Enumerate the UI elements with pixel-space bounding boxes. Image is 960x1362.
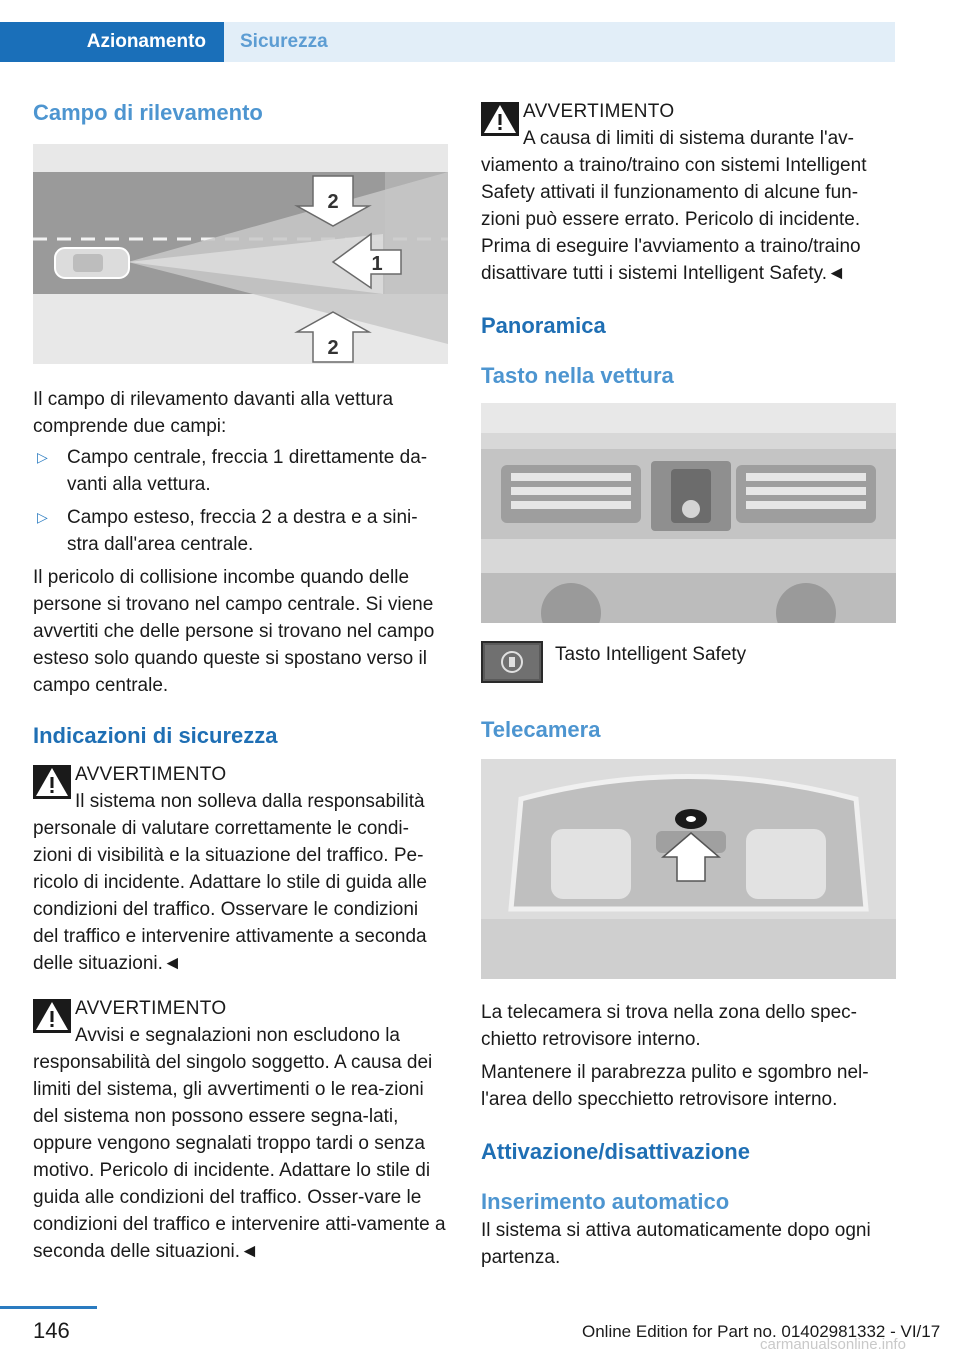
edition-footer: Online Edition for Part no. 01402981332 - VI/17 [582, 1322, 941, 1341]
intelligent-safety-button-icon [481, 641, 543, 683]
warning-triangle-icon [33, 999, 71, 1033]
section-title-campo: Campo di rilevamento [33, 100, 263, 125]
section-title-telecamera: Telecamera [481, 717, 601, 742]
detection-bullets [33, 444, 448, 558]
left-column [33, 98, 448, 1265]
warning-first-line: Il sistema non solleva dalla responsabilità [75, 791, 425, 812]
warning-first-line: A causa di limiti di sistema durante l'av- [523, 128, 854, 149]
footer-accent-line [0, 1306, 97, 1309]
bullet-central: ▷ Campo centrale, freccia 1 direttamente da-vanti alla vettura. [33, 444, 448, 498]
section-title-sicurezza: Indicazioni di sicurezza [33, 723, 278, 748]
warning-text: personale di valutare correttamente le condi-zioni di visibilità e la situazione del traffico. Pe-ricolo di incidente. Adattare lo stile di guida alle condizioni del traffico. Osservare le condizioni del traffico e intervenire attivamente a seconda delle situazioni.◄ [33, 818, 427, 974]
arrow-bottom-label: 2 [327, 337, 339, 359]
section-title-attivazione: Attivazione/disattivazione [481, 1139, 750, 1164]
section-title-tasto: Tasto nella vettura [481, 363, 674, 388]
dashboard-button-photo [481, 403, 896, 623]
section-title-inserimento: Inserimento automatico [481, 1189, 730, 1214]
camera-photo [481, 759, 896, 979]
warning-triangle-icon [481, 102, 519, 136]
bullet-triangle-icon: ▷ [37, 449, 48, 465]
warning-triangle-icon [33, 765, 71, 799]
warning-first-line: Avvisi e segnalazioni non escludono la [75, 1025, 400, 1046]
watermark: carmanualsonline.info [760, 1336, 906, 1353]
detection-field-diagram [33, 144, 448, 364]
warning-text: viamento a traino/traino con sistemi Intelligent Safety attivati il funzionamento di alcune fun-zioni può essere errato. Pericolo di incidente. Prima di eseguire l'avviamento a traino/traino disattivare tutti i sistemi Intelligent Safety.◄ [481, 155, 867, 284]
button-legend [481, 641, 896, 685]
dashboard-illustration [481, 403, 896, 623]
detection-field-figure [33, 144, 448, 364]
warning-text: responsabilità del singolo soggetto. A causa dei limiti del sistema, gli avvertimenti o le rea-zioni del sistema non possono essere segna-lati, oppure vengono segnalati troppo tardi o senza motivo. Pericolo di incidente. Adattare lo stile di guida alle condizioni del traffico. Osser-vare le condizioni del traffico e intervenire atti-vamente a seconda delle situazioni.◄ [33, 1052, 446, 1262]
camera-location-text: La telecamera si trova nella zona dello spec-chietto retrovisore interno. [481, 1002, 857, 1050]
warning-block-2 [33, 995, 448, 1265]
warning-title: AVVERTIMENTO [523, 101, 675, 122]
camera-clean-text: Mantenere il parabrezza pulito e sgombro nel-l'area dello specchietto retrovisore interno. [481, 1062, 869, 1110]
collision-paragraph: Il pericolo di collisione incombe quando delle persone si trovano nel campo centrale. Si viene avvertiti che delle persone si trovano nel campo esteso solo quando queste si spostano verso il campo centrale. [33, 567, 435, 696]
windshield-illustration [481, 759, 896, 979]
bullet-triangle-icon: ▷ [37, 509, 48, 525]
arrow-top-label: 2 [327, 191, 339, 213]
inserimento-text: Il sistema si attiva automaticamente dopo ogni partenza. [481, 1220, 871, 1268]
header-tabbar [0, 0, 895, 62]
warning-title: AVVERTIMENTO [75, 764, 227, 785]
warning-block-3 [481, 98, 896, 287]
section-title-panoramica: Panoramica [481, 313, 606, 338]
warning-block-1 [33, 761, 448, 977]
page-number: 146 [33, 1318, 70, 1343]
arrow-mid-label: 1 [371, 253, 383, 275]
warning-title: AVVERTIMENTO [75, 998, 227, 1019]
button-caption: Tasto Intelligent Safety [555, 644, 747, 665]
right-column [481, 98, 896, 1271]
tab-sicurezza[interactable]: Sicurezza [224, 22, 895, 62]
detection-intro: Il campo di rilevamento davanti alla vettura comprende due campi: [33, 389, 394, 437]
bullet-extended: ▷ Campo esteso, freccia 2 a destra e a sini-stra dall'area centrale. [33, 504, 448, 558]
tab-azionamento[interactable]: Azionamento [0, 22, 224, 62]
